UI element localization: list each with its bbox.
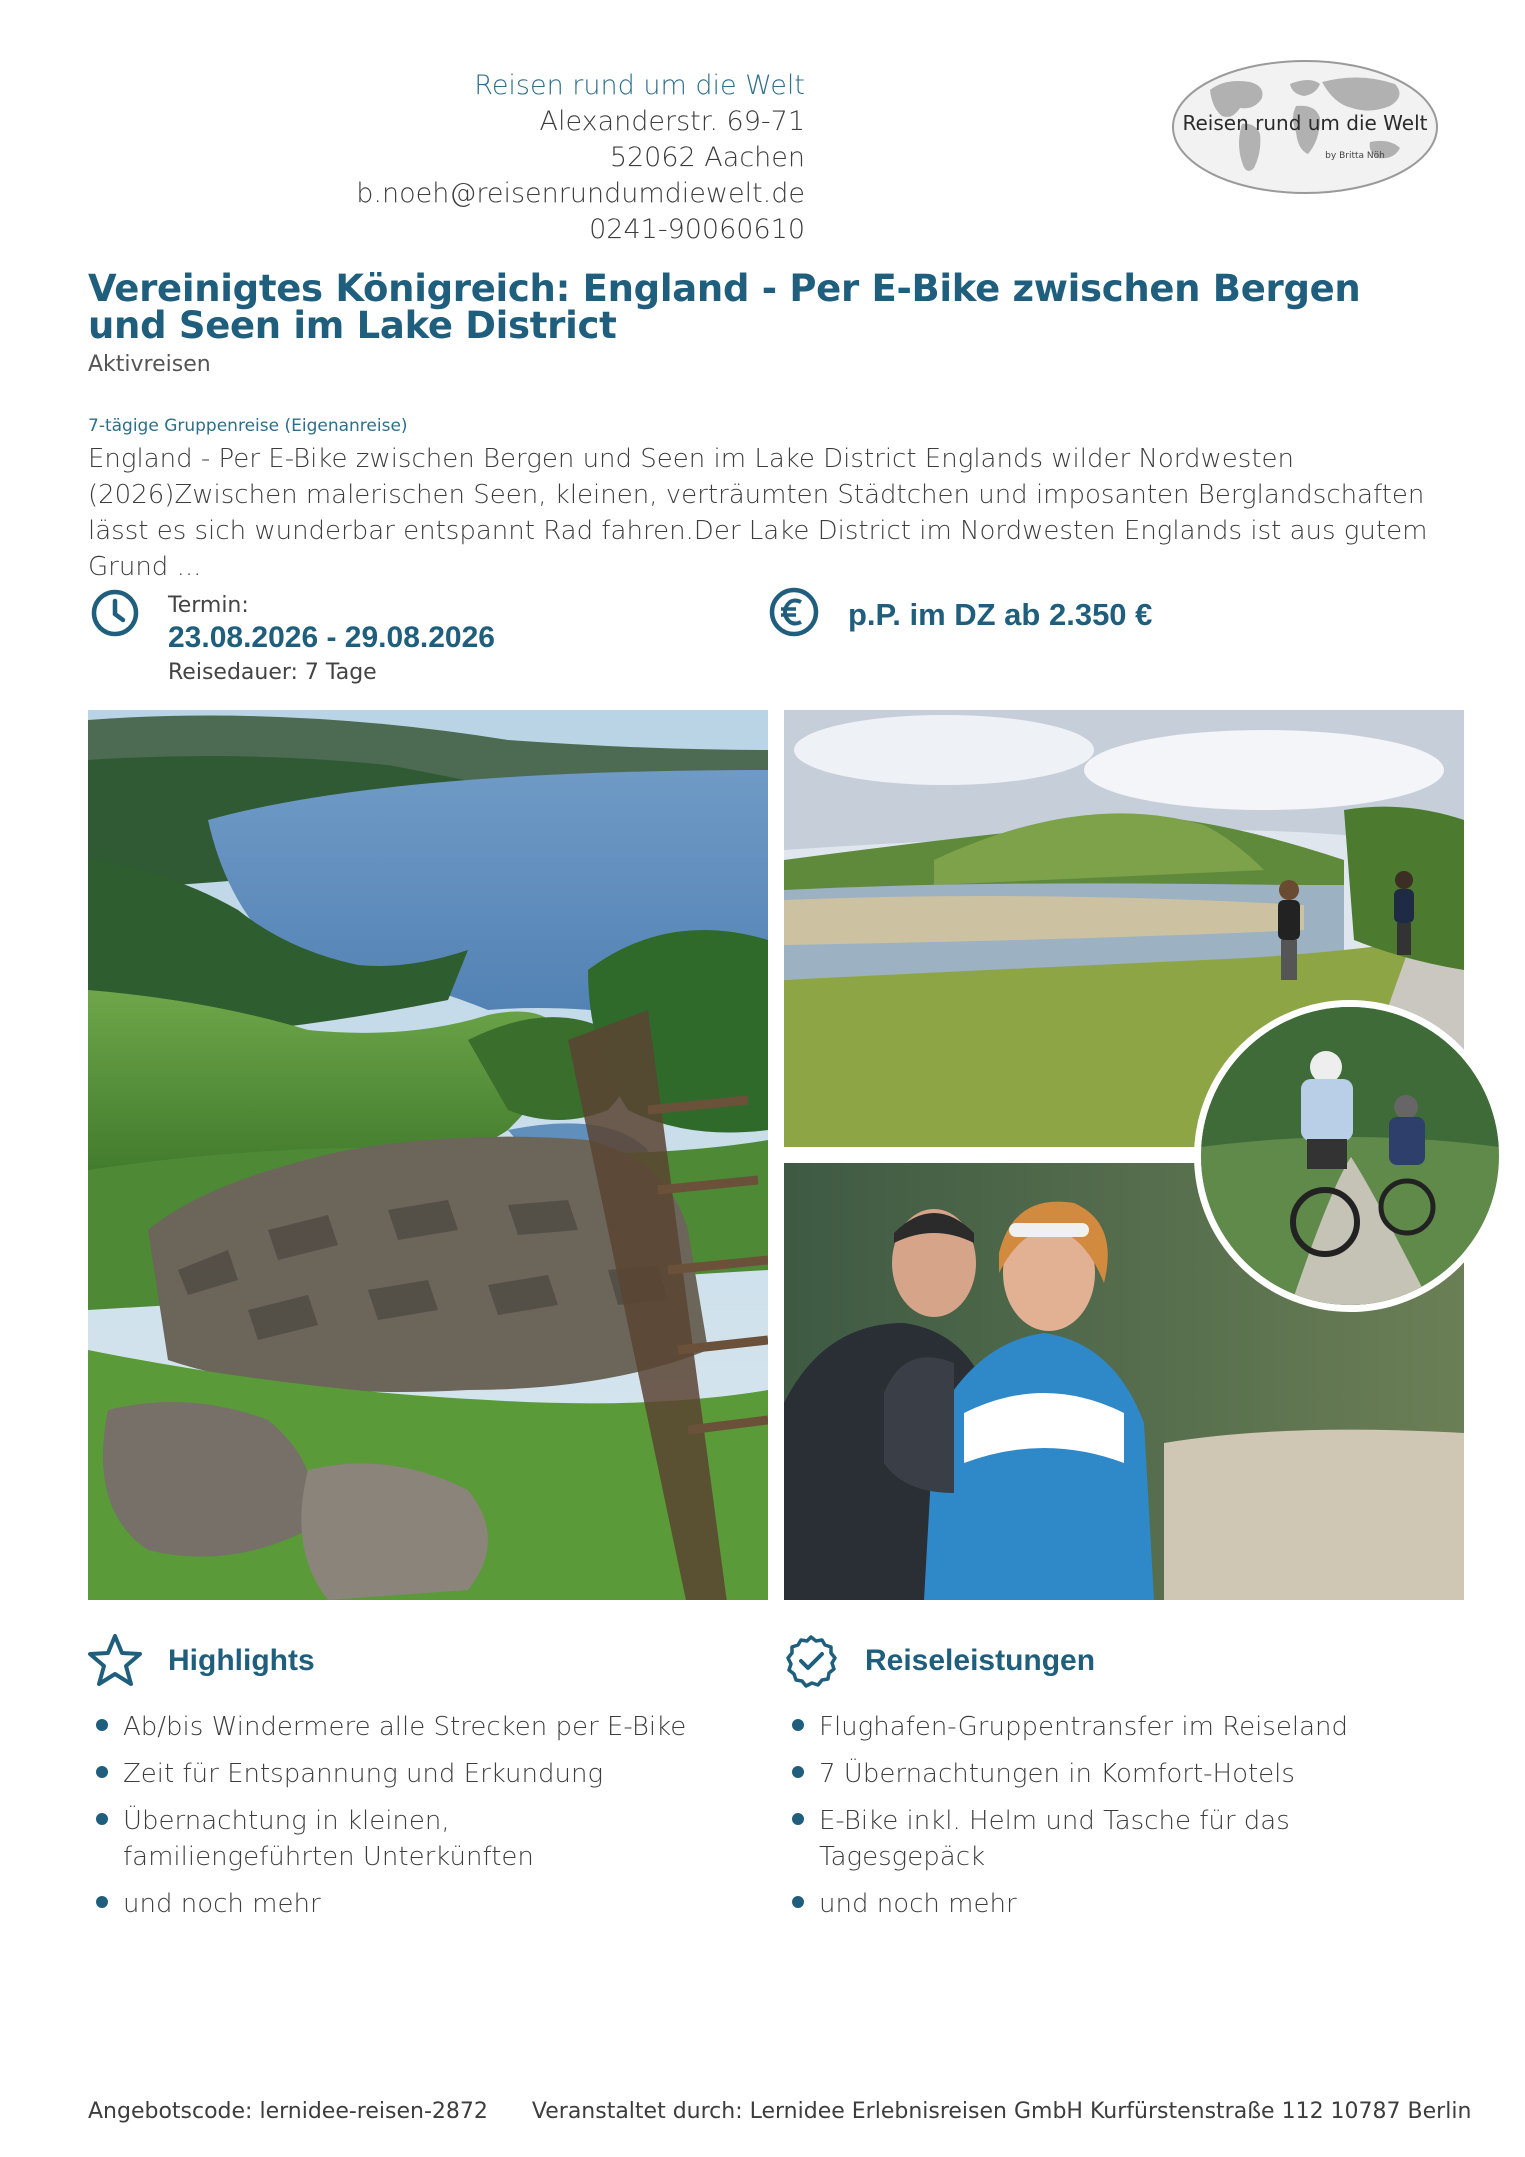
euro-icon bbox=[768, 586, 820, 638]
footer bbox=[88, 2099, 1471, 2124]
contact-block bbox=[356, 68, 805, 248]
services-list bbox=[784, 1709, 1464, 1933]
check-badge-icon bbox=[782, 1632, 840, 1690]
services-title: Reiseleistungen bbox=[865, 1644, 1096, 1677]
logo-subtext: by Britta Nöh bbox=[1325, 151, 1385, 161]
trip-category: Aktivreisen bbox=[88, 352, 211, 377]
trip-duration: Reisedauer: 7 Tage bbox=[168, 660, 377, 685]
trip-title: Vereinigtes Königreich: England - Per E-Bike zwischen Bergen und Seen im Lake District bbox=[88, 267, 1361, 347]
star-icon bbox=[86, 1632, 144, 1690]
price-text: p.P. im DZ ab 2.350 € bbox=[848, 597, 1153, 632]
list-item: Flughafen-Gruppentransfer im Reiseland bbox=[784, 1709, 1464, 1745]
highlights-list bbox=[88, 1709, 688, 1933]
phone-number[interactable]: 0241-90060610 bbox=[589, 214, 805, 245]
city-address: 52062 Aachen bbox=[609, 142, 805, 173]
termin-label: Termin: bbox=[168, 593, 249, 618]
list-item: und noch mehr bbox=[88, 1886, 688, 1922]
logo-text: Reisen rund um die Welt bbox=[1182, 111, 1428, 135]
organizer-info: Veranstaltet durch: Lernidee Erlebnisreisen GmbH Kurfürstenstraße 112 10787 Berlin bbox=[531, 2099, 1472, 2124]
offer-code: Angebotscode: lernidee-reisen-2872 bbox=[88, 2099, 488, 2124]
highlights-title: Highlights bbox=[168, 1644, 315, 1677]
lake-district-photo bbox=[88, 710, 768, 1600]
street-address: Alexanderstr. 69-71 bbox=[539, 106, 805, 137]
cyclists-forest-photo bbox=[1194, 1000, 1506, 1312]
termin-dates: 23.08.2026 - 29.08.2026 bbox=[168, 621, 495, 654]
list-item: 7 Übernachtungen in Komfort-Hotels bbox=[784, 1756, 1464, 1792]
trip-description: England - Per E-Bike zwischen Bergen und Seen im Lake District Englands wilder Nordwesten (2026)Zwischen malerischen Seen, kleinen, verträumten Städtchen und imposanten Berglandschaften lässt es sich wunderbar entspannt Rad fahren.Der Lake District im Nordwesten Englands ist aus gutem Grund ... bbox=[88, 444, 1428, 582]
list-item: Ab/bis Windermere alle Strecken per E-Bike bbox=[88, 1709, 688, 1745]
list-item: E-Bike inkl. Helm und Tasche für das Tagesgepäck bbox=[784, 1803, 1464, 1875]
clock-icon bbox=[90, 588, 140, 638]
list-item: Übernachtung in kleinen, familiengeführten Unterkünften bbox=[88, 1803, 688, 1875]
company-name: Reisen rund um die Welt bbox=[474, 70, 805, 101]
email-link[interactable]: b.noeh@reisenrundumdiewelt.de bbox=[356, 178, 805, 209]
list-item: Zeit für Entspannung und Erkundung bbox=[88, 1756, 688, 1792]
trip-subtype: 7-tägige Gruppenreise (Eigenanreise) bbox=[88, 416, 408, 436]
company-logo bbox=[1170, 58, 1440, 196]
list-item: und noch mehr bbox=[784, 1886, 1464, 1922]
